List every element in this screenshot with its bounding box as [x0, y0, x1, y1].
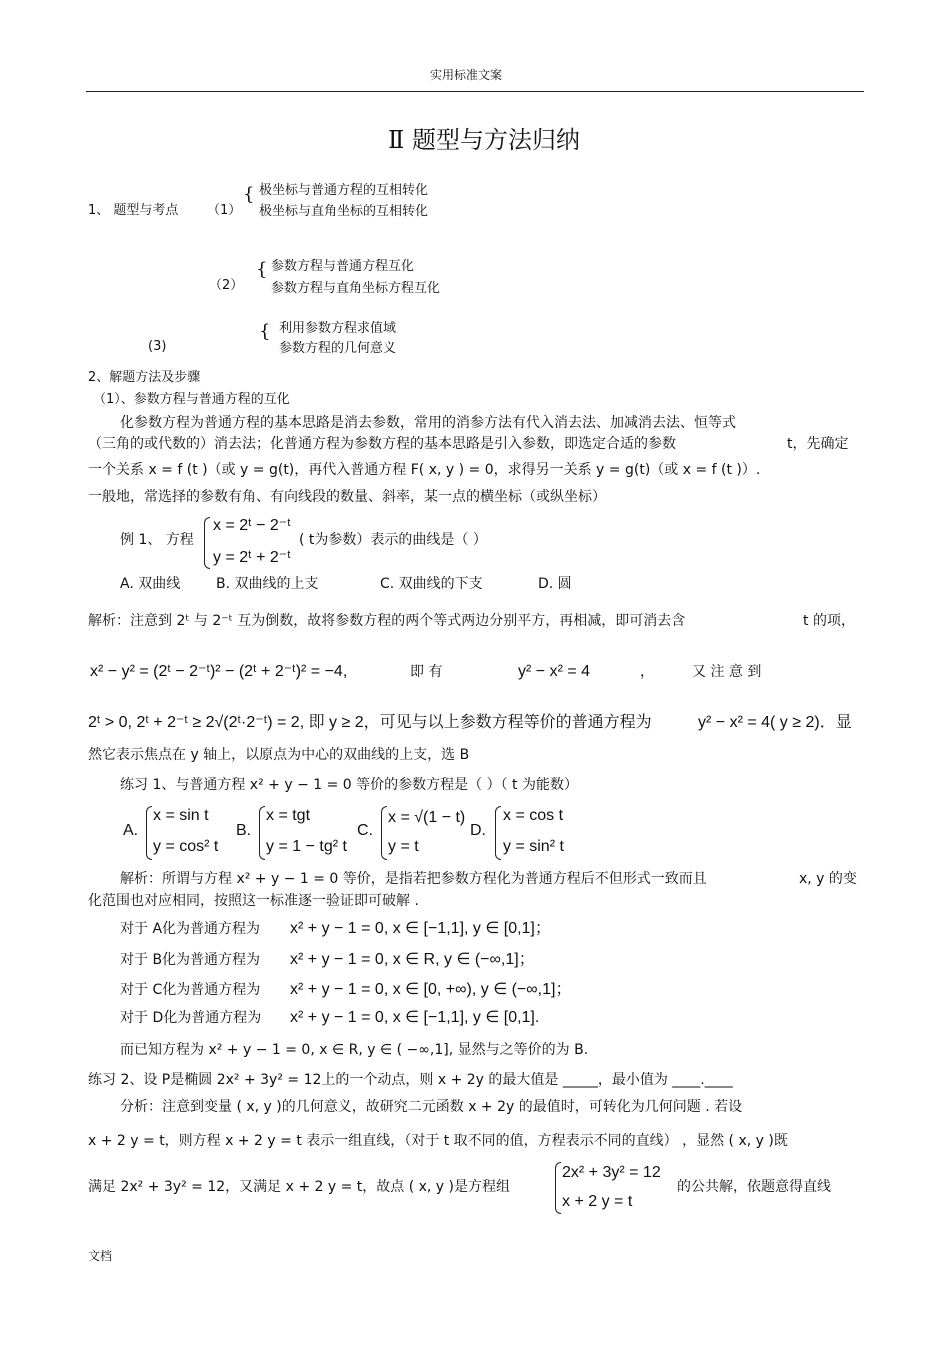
analysis1-line: ， — [640, 664, 654, 680]
choice-d: D. 圆 — [538, 576, 572, 592]
option-a-line2: y = cos² t — [153, 838, 219, 855]
option-a-line1: x = sin t — [153, 807, 209, 824]
sub1-item-1: 极坐标与普通方程的互相转化 — [259, 183, 429, 198]
left-brace-icon: { — [256, 259, 268, 280]
option-d-line1: x = cos t — [503, 807, 564, 824]
left-brace-icon: { — [243, 184, 255, 205]
example1-eq1: x = 2ᵗ − 2⁻ᵗ — [213, 517, 291, 534]
check-b-label: 对于 B化为普通方程为 — [120, 952, 261, 968]
sub1-item-2: 极坐标与直角坐标的互相转化 — [259, 204, 429, 219]
method-paragraph-line: 一个关系 x = f (t )（或 y = g(t)，再代入普通方程 F( x, y ) = 0，求得另一关系 y = g(t)（或 x = f (t )）. — [88, 462, 761, 478]
check-d-label: 对于 D化为普通方程为 — [120, 1010, 262, 1026]
sub3-item-2: 参数方程的几何意义 — [279, 341, 397, 356]
system-brace-icon — [146, 806, 152, 860]
option-d-line2: y = sin² t — [503, 838, 564, 855]
example1-param: ( t为参数）表示的曲线是（ ） — [299, 532, 487, 548]
option-d-letter: D. — [470, 822, 486, 839]
choice-a: A. 双曲线 — [120, 576, 181, 592]
check-b-equation: x² + y − 1 = 0, x ∈ R, y ∈ (−∞,1]； — [290, 951, 535, 968]
section1-sub2-num: （2） — [209, 278, 244, 293]
analysis1-line: 又 注 意 到 — [692, 664, 762, 680]
method-paragraph-line: 化参数方程为普通方程的基本思路是消去参数，常用的消参方法有代入消去法、加减消去法、恒等式 — [120, 415, 736, 431]
option-b-line1: x = tgt — [266, 807, 311, 824]
system-eq1: 2x² + 3y² = 12 — [562, 1164, 661, 1181]
analysis1-line: 即 有 — [410, 664, 443, 680]
check-d-equation: x² + y − 1 = 0, x ∈ [−1,1], y ∈ [0,1]. — [290, 1009, 540, 1026]
page-footer: 文档 — [88, 1249, 113, 1263]
section1-label: 1、 题型与考点 — [88, 203, 179, 218]
check-a-label: 对于 A化为普通方程为 — [120, 921, 261, 937]
analysis2-line: 解析：所谓与方程 x² + y − 1 = 0 等价，是指若把参数方程化为普通方程后不但形式一致而且 — [120, 871, 707, 887]
analysis2-line: x, y 的变 — [799, 871, 857, 887]
page-title: Ⅱ 题型与方法归纳 — [388, 126, 580, 154]
analysis3-line: 的公共解，依题意得直线 — [677, 1179, 831, 1195]
system-brace-icon — [381, 806, 387, 860]
analysis1-equation: x² − y² = (2ᵗ − 2⁻ᵗ)² − (2ᵗ + 2⁻ᵗ)² = −4, — [90, 663, 348, 680]
method-paragraph-line: （三角的或代数的）消去法；化普通方程为参数方程的基本思路是引入参数，即选定合适的参数 — [88, 436, 676, 452]
check-c-equation: x² + y − 1 = 0, x ∈ [0, +∞), y ∈ (−∞,1]； — [290, 981, 572, 998]
sub3-item-1: 利用参数方程求值域 — [279, 321, 397, 336]
page-header: 实用标准文案 — [430, 68, 503, 82]
analysis3-line: x + 2 y = t，则方程 x + 2 y = t 表示一组直线，（对于 t 取不同的值，方程表示不同的直线） ，显然 ( x, y )既 — [88, 1133, 788, 1149]
check-a-equation: x² + y − 1 = 0, x ∈ [−1,1], y ∈ [0,1]； — [290, 920, 551, 937]
section1-sub3-num: (3) — [148, 339, 167, 354]
choice-b: B. 双曲线的上支 — [216, 576, 319, 592]
analysis1-line: 然它表示焦点在 y 轴上，以原点为中心的双曲线的上支，选 B — [88, 747, 470, 763]
example1-eq2: y = 2ᵗ + 2⁻ᵗ — [213, 549, 291, 566]
analysis1-equation: 2ᵗ > 0, 2ᵗ + 2⁻ᵗ ≥ 2√(2ᵗ·2⁻ᵗ) = 2, 即 y ≥ 2，可见与以上参数方程等价的普通方程为 — [88, 714, 652, 731]
option-b-letter: B. — [236, 822, 252, 839]
analysis3-line: 分析：注意到变量 ( x, y )的几何意义，故研究二元函数 x + 2y 的最值时，可转化为几何问题 . 若设 — [120, 1099, 743, 1115]
header-rule — [86, 91, 864, 92]
section2-sub1: （1）、参数方程与普通方程的互化 — [93, 392, 290, 407]
option-c-letter: C. — [357, 822, 373, 839]
section2-label: 2、解题方法及步骤 — [88, 370, 201, 385]
known-conclusion: 而已知方程为 x² + y − 1 = 0, x ∈ R, y ∈ ( −∞,1], 显然与之等价的为 B. — [120, 1042, 589, 1058]
analysis1-equation: y² − x² = 4 — [518, 663, 591, 680]
method-paragraph-line: t，先确定 — [787, 436, 849, 452]
option-c-line1: x = √(1 − t) — [388, 809, 466, 826]
system-brace-icon — [204, 517, 210, 569]
sub2-item-2: 参数方程与直角坐标方程互化 — [271, 281, 441, 296]
analysis3-line: 满足 2x² + 3y² = 12，又满足 x + 2 y = t，故点 ( x, y )是方程组 — [88, 1179, 511, 1195]
section1-sub1-num: （1） — [207, 203, 242, 218]
system-brace-icon — [555, 1162, 561, 1214]
analysis1-line: t 的项， — [803, 613, 855, 629]
system-brace-icon — [259, 806, 265, 860]
practice2-label: 练习 2、设 P是椭圆 2x² + 3y² = 12上的一个动点，则 x + 2y 的最大值是 _____，最小值为 ____.____ — [88, 1072, 733, 1088]
method-paragraph-line: 一般地，常选择的参数有角、有向线段的数量、斜率，某一点的横坐标（或纵坐标） — [88, 489, 606, 505]
option-b-line2: y = 1 − tg² t — [266, 838, 347, 855]
practice1-label: 练习 1、与普通方程 x² + y − 1 = 0 等价的参数方程是（ ）（ t 为能数） — [120, 777, 578, 793]
sub2-item-1: 参数方程与普通方程互化 — [271, 259, 415, 274]
option-c-line2: y = t — [388, 838, 419, 855]
left-brace-icon: { — [259, 321, 271, 342]
option-a-letter: A. — [123, 822, 139, 839]
check-c-label: 对于 C化为普通方程为 — [120, 982, 261, 998]
system-brace-icon — [495, 806, 501, 860]
system-eq2: x + 2 y = t — [562, 1193, 633, 1210]
choice-c: C. 双曲线的下支 — [380, 576, 483, 592]
analysis2-line: 化范围也对应相同，按照这一标准逐一验证即可破解 . — [88, 893, 419, 909]
example1-label: 例 1、 方程 — [120, 532, 194, 548]
analysis1-equation: y² − x² = 4( y ≥ 2)．显 — [698, 714, 852, 731]
analysis1-line: 解析：注意到 2ᵗ 与 2⁻ᵗ 互为倒数，故将参数方程的两个等式两边分别平方，再相减，即可消去含 — [88, 613, 686, 629]
